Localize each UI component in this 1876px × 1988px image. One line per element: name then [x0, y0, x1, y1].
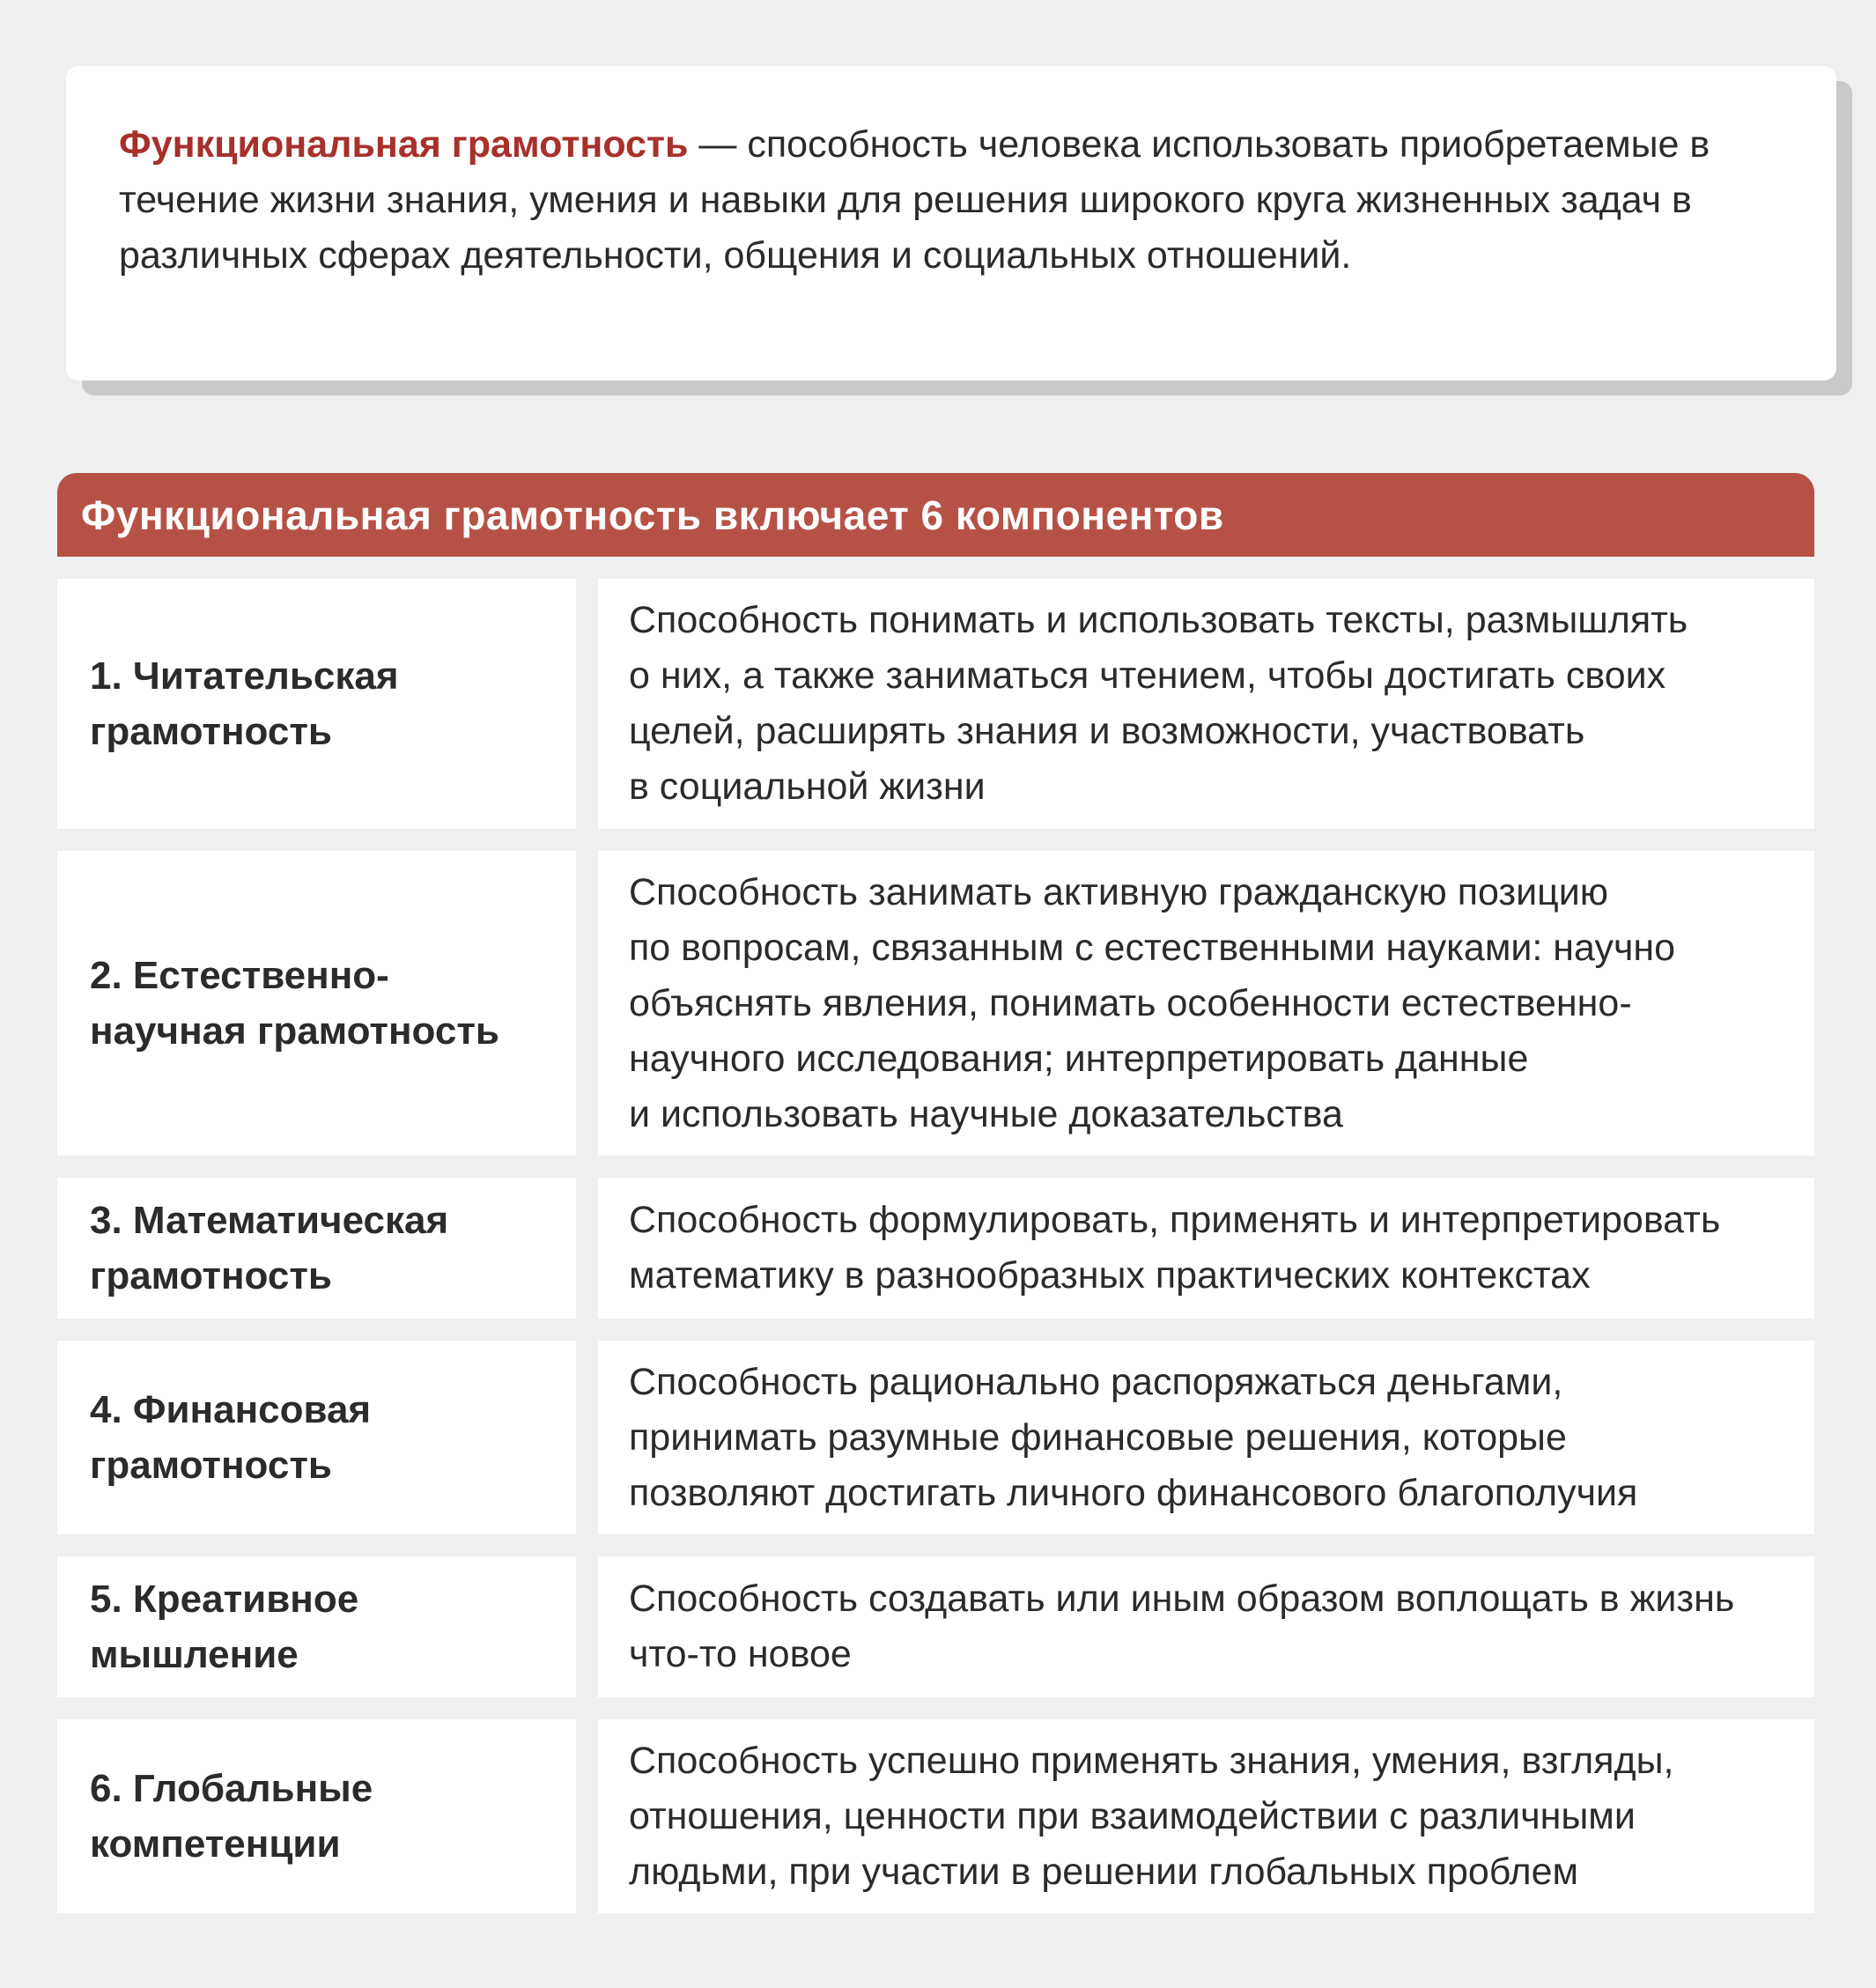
component-row-math	[57, 1178, 1814, 1319]
component-row-finance	[57, 1341, 1814, 1534]
component-name: 6. Глобальные компетенции	[90, 1767, 373, 1866]
component-description-cell	[598, 1341, 1814, 1534]
definition-card	[66, 66, 1836, 381]
component-name: 2. Естественно- научная грамотность	[90, 954, 499, 1053]
component-row-creative	[57, 1556, 1814, 1697]
component-name-cell	[57, 851, 576, 1156]
component-row-reading	[57, 579, 1814, 829]
definition-text: — способность человека использовать приобретаемые в течение жизни знания, умения и навыки для решения широкого круга жизненных задач в различных сферах деятельности, общения и социальных отношений.	[119, 123, 1710, 277]
component-description: Способность рационально распоряжаться деньгами, принимать разумные финансовые решения, которые позволяют достигать личного финансового благополучия	[629, 1360, 1638, 1514]
component-name-cell	[57, 1341, 576, 1534]
component-row-science	[57, 851, 1814, 1156]
component-description-cell	[598, 851, 1814, 1156]
components-header	[57, 473, 1814, 557]
component-name-cell	[57, 579, 576, 829]
component-name-cell	[57, 1556, 576, 1697]
component-description: Способность понимать и использовать тексты, размышлять о них, а также заниматься чтением, чтобы достигать своих целей, расширять знания и возможности, участвовать в социальной жизни	[629, 599, 1688, 808]
component-description: Способность формулировать, применять и интерпретировать математику в разнообразных практических контекстах	[629, 1199, 1721, 1297]
component-description: Способность создавать или иным образом воплощать в жизнь что-то новое	[629, 1578, 1735, 1675]
components-header-title: Функциональная грамотность включает 6 компонентов	[81, 491, 1224, 538]
definition-term: Функциональная грамотность	[119, 123, 689, 166]
component-description-cell	[598, 1556, 1814, 1697]
component-name: 5. Креативное мышление	[90, 1578, 359, 1676]
component-name: 4. Финансовая грамотность	[90, 1388, 372, 1487]
component-name: 1. Читательская грамотность	[90, 654, 399, 753]
component-description: Способность занимать активную гражданскую позицию по вопросам, связанным с естественными науками: научно объяснять явления, понимать особенности естественно- научного исследования; интерпретировать данные и использовать научные доказательства	[629, 870, 1676, 1135]
component-description-cell	[598, 1719, 1814, 1913]
component-description-cell	[598, 579, 1814, 829]
definition-paragraph	[119, 117, 1784, 284]
component-name-cell	[57, 1719, 576, 1913]
component-name: 3. Математическая грамотность	[90, 1199, 449, 1297]
component-description-cell	[598, 1178, 1814, 1319]
component-row-global	[57, 1719, 1814, 1913]
component-description: Способность успешно применять знания, умения, взгляды, отношения, ценности при взаимодействии с различными людьми, при участии в решении глобальных проблем	[629, 1739, 1674, 1893]
component-name-cell	[57, 1178, 576, 1319]
